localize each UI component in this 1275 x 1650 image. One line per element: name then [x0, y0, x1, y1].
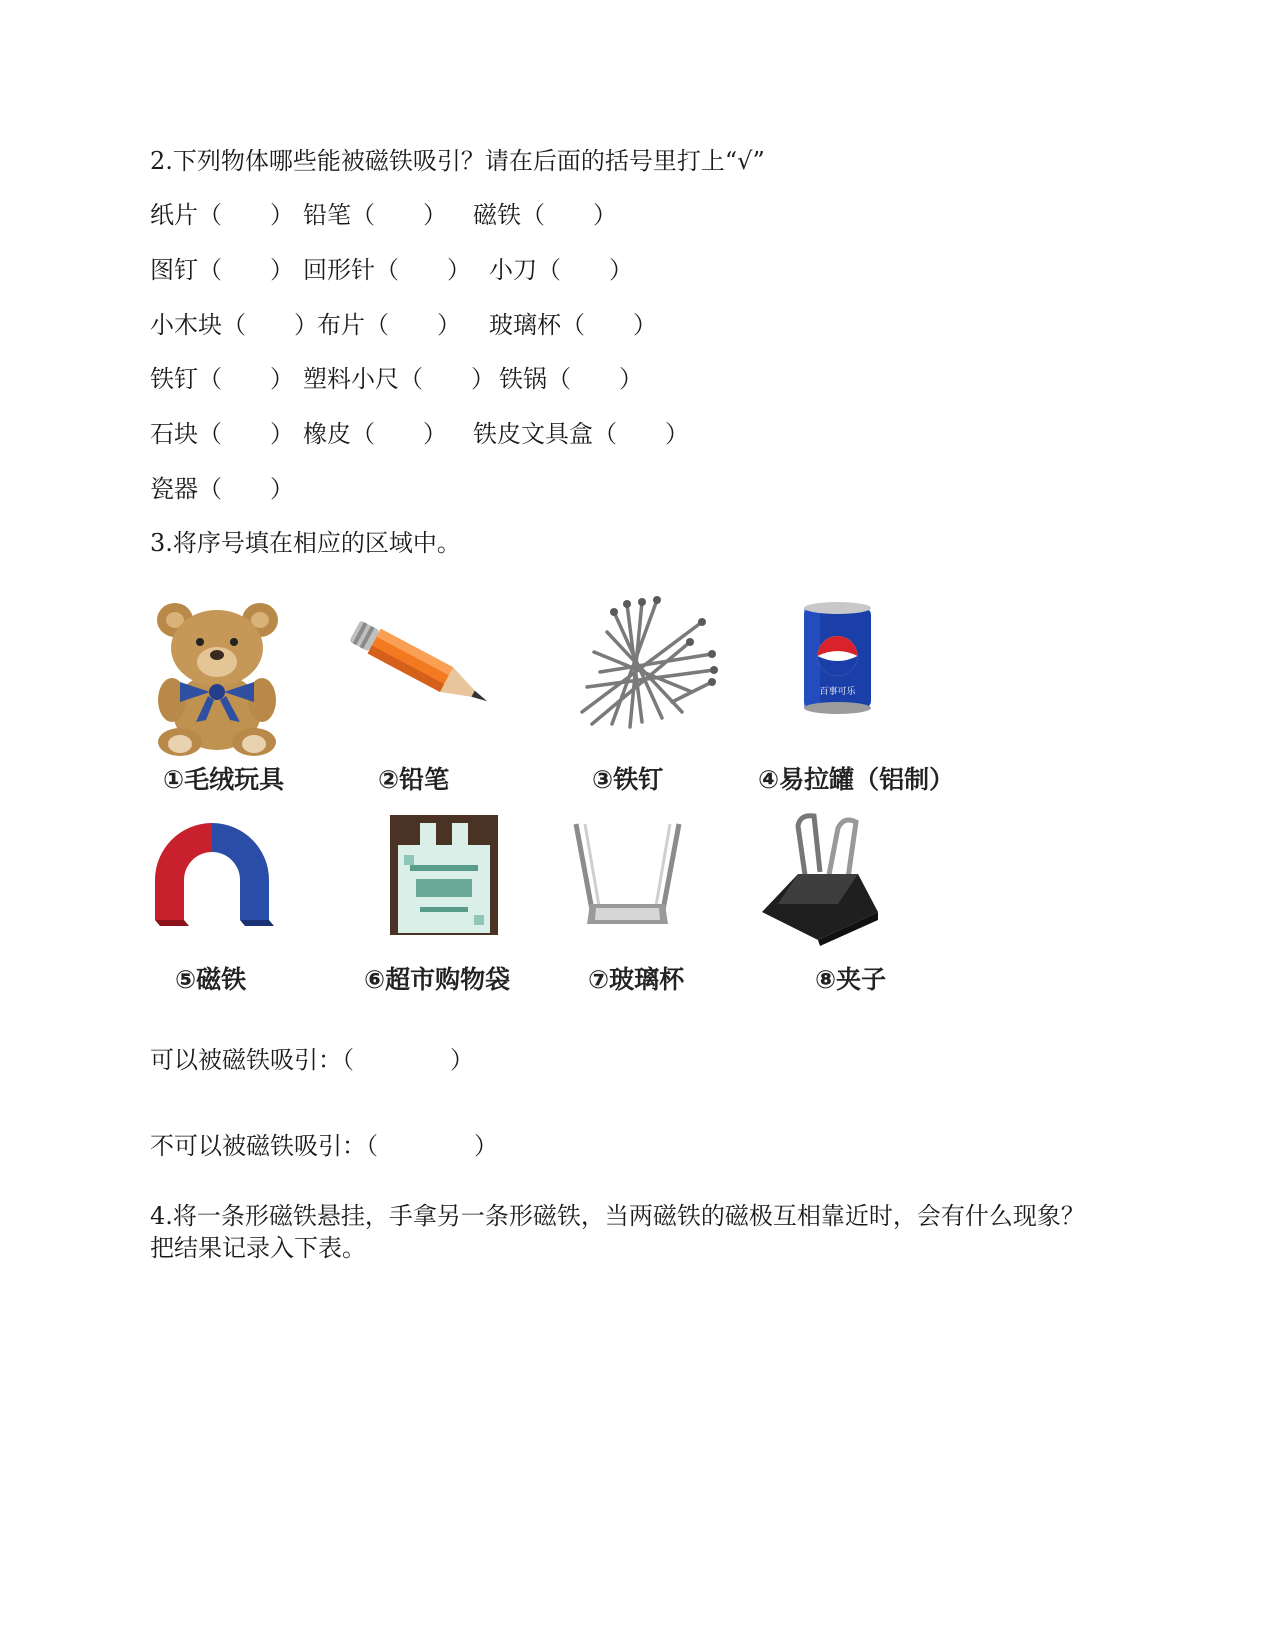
option-thumbtack: 图钉（ ） — [150, 256, 294, 284]
q2-title: 2.下列物体哪些能被磁铁吸引？请在后面的括号里打上“√” — [150, 147, 765, 175]
caption-shopping-bag: ⑥超市购物袋 — [364, 965, 511, 994]
option-porcelain: 瓷器（ ） — [150, 475, 294, 503]
teddy-bear-icon — [150, 600, 285, 758]
option-paperclip: 回形针（ ） — [303, 256, 471, 284]
option-tin-pencil-box: 铁皮文具盒（ ） — [473, 420, 689, 448]
option-stone: 石块（ ） — [150, 420, 294, 448]
option-wood-block: 小木块（ ） — [150, 311, 318, 339]
binder-clip-icon — [758, 812, 883, 947]
shopping-bag-icon — [390, 815, 498, 935]
glass-cup-icon — [570, 820, 685, 930]
option-paper: 纸片（ ） — [150, 201, 294, 229]
option-iron-nail: 铁钉（ ） — [150, 365, 294, 393]
q4-line-2: 把结果记录入下表。 — [150, 1234, 366, 1262]
option-glass-cup: 玻璃杯（ ） — [489, 311, 657, 339]
caption-teddy-bear: ①毛绒玩具 — [163, 765, 285, 794]
caption-binder-clip: ⑧夹子 — [815, 965, 887, 994]
caption-magnet: ⑤磁铁 — [175, 965, 247, 994]
not-attracted-answer: 不可以被磁铁吸引：（ ） — [150, 1132, 498, 1160]
attracted-answer: 可以被磁铁吸引：（ ） — [150, 1046, 474, 1074]
q4-line-1: 4.将一条形磁铁悬挂，手拿另一条形磁铁，当两磁铁的磁极互相靠近时，会有什么现象？ — [150, 1202, 1085, 1230]
option-magnet: 磁铁（ ） — [473, 201, 617, 229]
q3-title: 3.将序号填在相应的区域中。 — [150, 529, 461, 557]
can-label: 百事可乐 — [819, 687, 856, 697]
option-pencil: 铅笔（ ） — [303, 201, 447, 229]
option-eraser: 橡皮（ ） — [303, 420, 447, 448]
option-plastic-ruler: 塑料小尺（ ） — [303, 365, 495, 393]
option-cloth: 布片（ ） — [317, 311, 461, 339]
caption-soda-can: ④易拉罐（铝制） — [758, 765, 955, 794]
option-iron-pot: 铁锅（ ） — [499, 365, 643, 393]
caption-nails: ③铁钉 — [592, 765, 664, 794]
caption-pencil: ②铅笔 — [378, 765, 450, 794]
caption-glass-cup: ⑦玻璃杯 — [588, 965, 685, 994]
pencil-icon — [340, 612, 510, 722]
horseshoe-magnet-icon — [145, 810, 280, 940]
nails-icon — [572, 592, 722, 732]
soda-can-icon — [800, 598, 875, 718]
option-knife: 小刀（ ） — [489, 256, 633, 284]
